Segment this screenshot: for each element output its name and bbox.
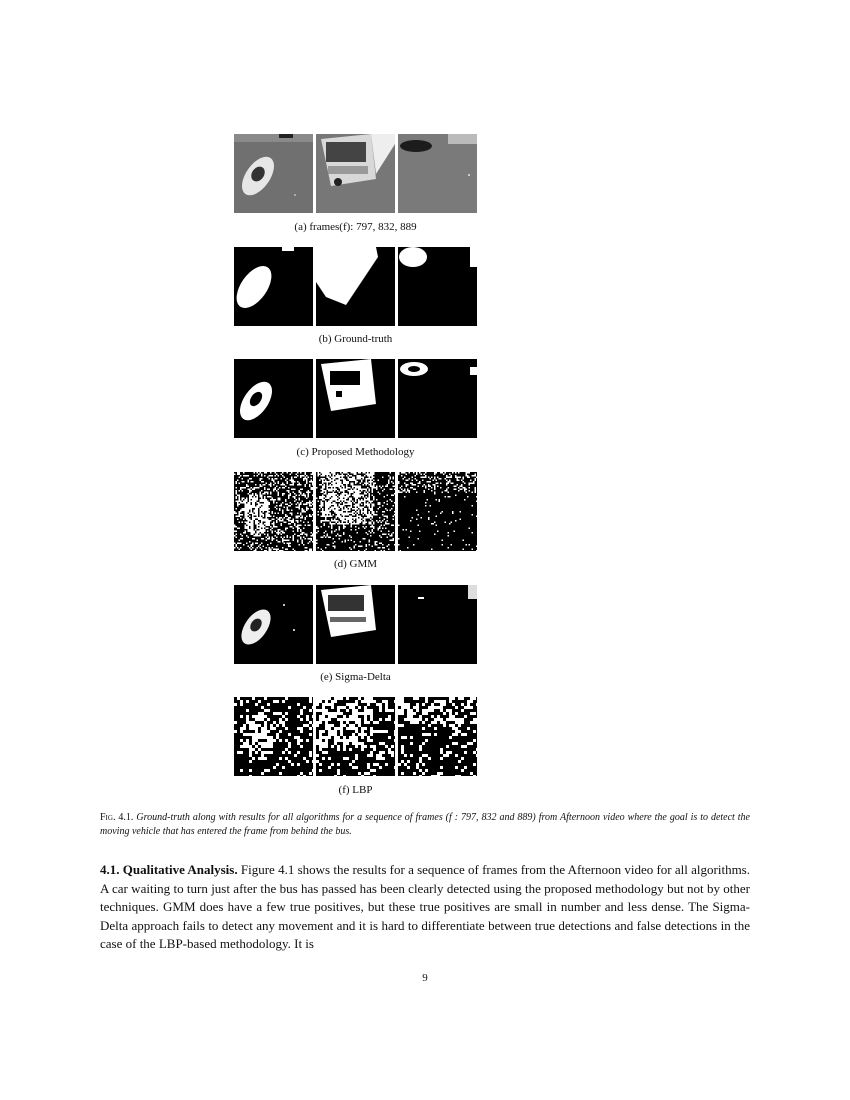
gmm-mask-832 — [316, 472, 395, 551]
gmm-mask-797 — [234, 472, 313, 551]
lbp-mask-889 — [398, 697, 477, 776]
section-heading: 4.1. Qualitative Analysis. — [100, 862, 238, 877]
page-number: 9 — [422, 972, 428, 984]
subcaption-a: (a) frames(f): 797, 832, 889 — [294, 221, 417, 233]
subcaption-b: (b) Ground-truth — [318, 333, 393, 345]
proposed-mask-889 — [398, 359, 477, 438]
figure-row-ground-truth — [234, 247, 477, 326]
subcaption-d: (d) GMM — [333, 558, 378, 570]
ground-truth-mask-832 — [316, 247, 395, 326]
frame-832-image — [316, 134, 395, 213]
figure-row-lbp — [234, 697, 477, 776]
frame-889-image — [398, 134, 477, 213]
section-4-1 — [100, 861, 750, 954]
subcaption-c: (c) Proposed Methodology — [296, 446, 415, 458]
figure-row-frames — [234, 134, 477, 213]
figure-row-proposed — [234, 359, 477, 438]
figure-row-gmm — [234, 472, 477, 551]
lbp-mask-797 — [234, 697, 313, 776]
sigma-delta-mask-832 — [316, 585, 395, 664]
sigma-delta-mask-797 — [234, 585, 313, 664]
proposed-mask-797 — [234, 359, 313, 438]
proposed-mask-832 — [316, 359, 395, 438]
frame-797-image — [234, 134, 313, 213]
subcaption-f: (f) LBP — [338, 784, 373, 796]
figure-caption — [100, 811, 750, 839]
section-paragraph: Figure 4.1 shows the results for a sequence of frames from the Afternoon video for all algorithms. A car waiting to turn just after the bus has passed has been clearly detected using the proposed methodology but not by other techniques. GMM does have a few true positives, but these true positives are small in number and less dense. The Sigma-Delta approach fails to detect any movement and it is hard to differentiate between true detections and false detections in the case of the LBP-based methodology. It is — [100, 862, 750, 952]
sigma-delta-mask-889 — [398, 585, 477, 664]
figure-row-sigma-delta — [234, 585, 477, 664]
figure-caption-label: Fig. 4.1. — [100, 812, 134, 823]
ground-truth-mask-889 — [398, 247, 477, 326]
subcaption-e: (e) Sigma-Delta — [320, 671, 391, 683]
ground-truth-mask-797 — [234, 247, 313, 326]
figure-caption-text: Ground-truth along with results for all algorithms for a sequence of frames (f : 797, 832 and 889) from Afternoon video where the goal is to detect the moving vehicle that has entered the frame from behind the bus. — [100, 812, 750, 837]
gmm-mask-889 — [398, 472, 477, 551]
lbp-mask-832 — [316, 697, 395, 776]
